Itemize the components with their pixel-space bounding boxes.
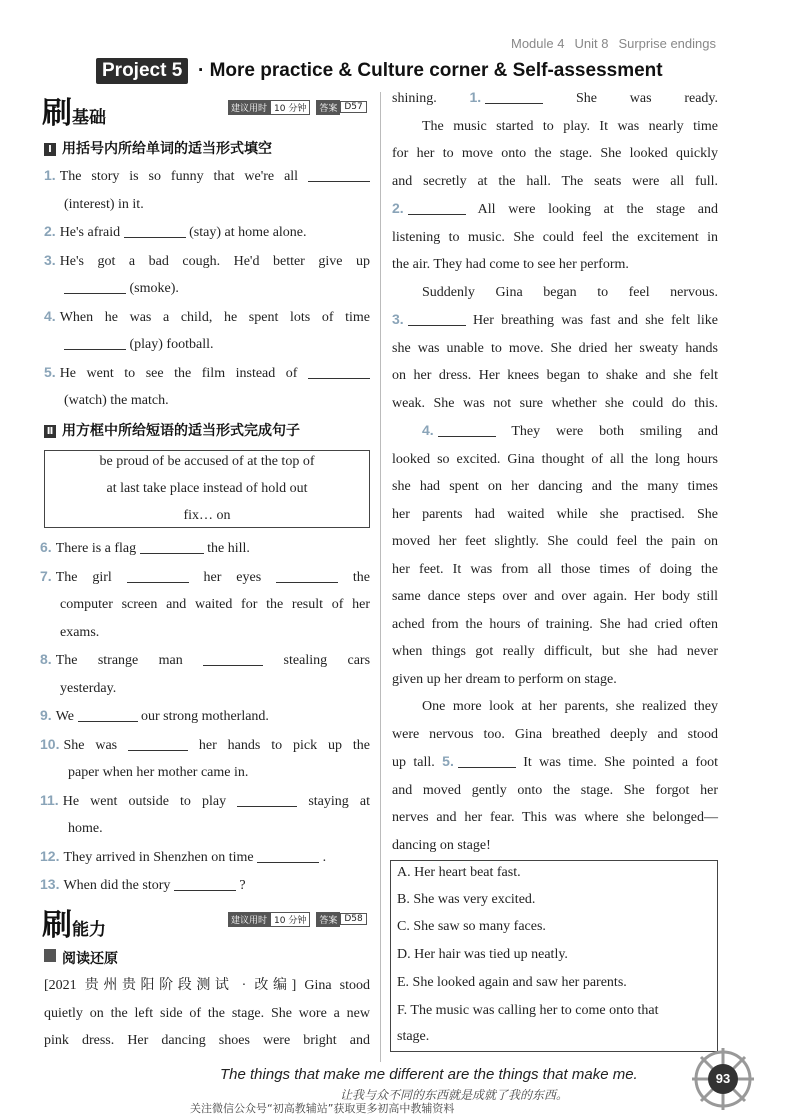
right-passage bbox=[392, 84, 718, 859]
passage-text: and moved gently onto the stage. She forgot her bbox=[392, 782, 718, 798]
item-text: yesterday. bbox=[60, 680, 117, 696]
item-text: The girl bbox=[55, 569, 112, 585]
exercise-line bbox=[40, 619, 370, 647]
item-text: paper when her mother came in. bbox=[68, 765, 249, 780]
passage-line bbox=[392, 556, 718, 584]
passage-text: All were looking at the stage and bbox=[477, 202, 718, 217]
blank-number: 4. bbox=[422, 422, 434, 438]
exercise-line bbox=[40, 675, 370, 703]
answer-chip: 答案 bbox=[316, 100, 340, 115]
item-text: We bbox=[55, 709, 74, 724]
answer-blank bbox=[174, 876, 236, 891]
ability-label: 能力 bbox=[72, 920, 106, 940]
passage-text: she had spent on her dancing and the many times bbox=[392, 479, 718, 494]
answer-blank bbox=[64, 279, 126, 294]
passage-line bbox=[392, 583, 718, 611]
passage-text: given up her dream to perform on stage. bbox=[392, 671, 617, 687]
item-text: There is a flag bbox=[55, 541, 137, 556]
exercise-line bbox=[40, 563, 370, 592]
item-text: the bbox=[352, 569, 370, 585]
passage-text: Suddenly Gina began to feel nervous. bbox=[422, 284, 718, 300]
shua-mark: 刷 bbox=[42, 908, 72, 943]
answer-blank bbox=[203, 651, 263, 666]
passage-text: They were both smiling and bbox=[511, 424, 719, 439]
exercise-title: 用括号内所给单词的适当形式填空 bbox=[62, 141, 272, 157]
running-header bbox=[501, 36, 716, 51]
passage-line bbox=[392, 251, 718, 279]
item-number: 5. bbox=[44, 363, 56, 380]
passage-line bbox=[392, 501, 718, 529]
answer-blank bbox=[438, 422, 496, 437]
shua-mark: 刷 bbox=[42, 96, 72, 131]
exercise-line bbox=[40, 759, 370, 787]
passage-text: looked so excited. Gina thought of all the long hours bbox=[392, 451, 718, 467]
passage-line bbox=[392, 306, 718, 335]
phrase-line: fix… on bbox=[183, 508, 231, 523]
answer-blank bbox=[237, 792, 297, 807]
passage-text: Her breathing was fast and she felt like bbox=[472, 313, 718, 328]
passage-text: dancing on stage! bbox=[392, 837, 491, 853]
passage-text: her feet. It was from all those times of doing the bbox=[392, 561, 718, 577]
item-number: 12. bbox=[40, 847, 60, 864]
exercise-line bbox=[40, 702, 370, 731]
item-number: 4. bbox=[44, 307, 56, 324]
footer-quote-cn: 让我与众不同的东西就是成就了我的东西。 bbox=[340, 1088, 569, 1102]
option-d: D. Her hair was tied up neatly. bbox=[397, 947, 568, 962]
exercise-line bbox=[44, 191, 370, 219]
ability-section-header bbox=[42, 900, 106, 943]
column-divider bbox=[380, 92, 381, 1062]
passage-line bbox=[392, 611, 718, 639]
item-text: our strong motherland. bbox=[141, 709, 269, 724]
answer-blank bbox=[308, 364, 370, 379]
passage-line: quietly on the left side of the stage. She wore a new bbox=[44, 1005, 370, 1021]
answer-blank bbox=[458, 753, 516, 768]
option-f-cont: stage. bbox=[397, 1029, 430, 1044]
options-box bbox=[390, 860, 718, 1052]
exercise-number: Ⅱ bbox=[44, 425, 56, 438]
exercise-line bbox=[40, 591, 370, 619]
item-text: (stay) at home alone. bbox=[189, 225, 307, 240]
passage-text: One more look at her parents, she realized they bbox=[422, 699, 718, 714]
reading-title: 阅读还原 bbox=[62, 951, 118, 967]
phrase-line: at last take place instead of hold out bbox=[106, 481, 308, 496]
page-number: 93 bbox=[708, 1064, 738, 1094]
passage-line bbox=[392, 721, 718, 749]
passage-text: nerves and her fear. This was where she belonged— bbox=[392, 810, 718, 825]
item-text: exams. bbox=[60, 624, 100, 640]
item-text: He went to see the film instead of bbox=[59, 365, 298, 381]
item-text: ? bbox=[239, 878, 246, 893]
blank-number: 3. bbox=[392, 311, 404, 327]
item-number: 2. bbox=[44, 223, 56, 239]
item-text: (smoke). bbox=[129, 281, 179, 296]
item-text: She was bbox=[63, 737, 118, 753]
answer-blank bbox=[124, 223, 186, 238]
item-text: (watch) the match. bbox=[64, 393, 169, 408]
item-number: 6. bbox=[40, 539, 52, 555]
exercise-1-heading bbox=[44, 138, 272, 158]
option-a: A. Her heart beat fast. bbox=[397, 865, 521, 880]
passage-line bbox=[392, 168, 718, 196]
exercise-line bbox=[40, 787, 370, 816]
item-number: 10. bbox=[40, 735, 60, 752]
option-c: C. She saw so many faces. bbox=[397, 919, 546, 934]
answer-blank bbox=[78, 707, 138, 722]
passage-text: and secretly at the hall. The seats were all full. bbox=[392, 173, 718, 189]
answer-chip: 答案 bbox=[316, 912, 340, 927]
exercise-line bbox=[44, 247, 370, 276]
basic-meta bbox=[228, 98, 373, 116]
option-e: E. She looked again and saw her parents. bbox=[397, 975, 627, 990]
item-number: 3. bbox=[44, 251, 56, 268]
passage-line: [2021 贵州贵阳阶段测试 · 改编] Gina stood bbox=[44, 978, 370, 993]
exercise-line bbox=[44, 275, 370, 303]
answer-value: D58 bbox=[340, 913, 366, 925]
exercise-line bbox=[40, 815, 370, 843]
item-text: He went outside to play bbox=[62, 793, 227, 809]
item-text: (interest) in it. bbox=[64, 196, 144, 212]
answer-blank bbox=[408, 200, 466, 215]
exercise-line bbox=[40, 871, 370, 900]
passage-line bbox=[392, 528, 718, 556]
answer-blank bbox=[64, 335, 126, 350]
item-text: her hands to pick up the bbox=[198, 737, 370, 753]
passage-text: she was unable to move. She dried her sweaty hands bbox=[392, 340, 718, 356]
passage-text: It was time. She pointed a foot bbox=[523, 755, 719, 770]
answer-blank bbox=[485, 89, 543, 104]
exercise-line bbox=[40, 731, 370, 760]
passage-text: when things got really difficult, but she had never bbox=[392, 644, 718, 659]
exercise-line bbox=[40, 646, 370, 675]
passage-text: her parents had waited while she practised. She bbox=[392, 506, 718, 522]
passage-line bbox=[392, 638, 718, 666]
passage-text: for her to move onto the stage. She looked quickly bbox=[392, 146, 718, 161]
ability-meta bbox=[228, 910, 373, 928]
exercise-line bbox=[44, 162, 370, 191]
basic-section-header bbox=[42, 88, 106, 131]
passage-text: ached from the hours of training. She had cried often bbox=[392, 616, 718, 632]
option-b: B. She was very excited. bbox=[397, 892, 536, 907]
passage-line bbox=[392, 195, 718, 224]
item-number: 7. bbox=[40, 567, 52, 584]
passage-line bbox=[392, 748, 718, 777]
passage-text: shining. bbox=[392, 91, 470, 106]
passage-text: same dance steps over and over again. Her body still bbox=[392, 589, 718, 604]
answer-blank bbox=[128, 736, 188, 751]
answer-blank bbox=[408, 311, 466, 326]
item-text: The story is so funny that we're all bbox=[59, 169, 299, 184]
passage-text: She was ready. bbox=[575, 91, 718, 106]
passage-text: moved her feet slightly. She could feel the pain on bbox=[392, 534, 718, 549]
passage-line bbox=[392, 140, 718, 168]
answer-blank bbox=[276, 568, 338, 583]
item-text: stealing cars bbox=[283, 653, 371, 668]
time-value: 10 分钟 bbox=[270, 912, 310, 927]
item-text: her eyes bbox=[203, 569, 262, 585]
passage-line bbox=[392, 279, 718, 307]
exercise-title: 用方框中所给短语的适当形式完成句子 bbox=[62, 423, 300, 439]
passage-line bbox=[392, 777, 718, 805]
time-chip: 建议用时 bbox=[228, 100, 270, 115]
item-text: They arrived in Shenzhen on time bbox=[63, 849, 254, 865]
passage-line bbox=[392, 113, 718, 141]
time-chip: 建议用时 bbox=[228, 912, 270, 927]
exercise-line bbox=[40, 534, 370, 563]
item-text: computer screen and waited for the result of her bbox=[60, 597, 370, 612]
passage-line bbox=[392, 84, 718, 113]
topic-label: Surprise endings bbox=[618, 36, 716, 51]
passage-line bbox=[392, 390, 718, 418]
phrase-box bbox=[44, 450, 370, 528]
answer-blank bbox=[140, 539, 204, 554]
passage-text: The music started to play. It was nearly time bbox=[422, 118, 718, 134]
time-value: 10 分钟 bbox=[270, 100, 310, 115]
exercise-2-heading bbox=[44, 420, 300, 440]
item-number: 11. bbox=[40, 791, 59, 808]
item-text: (play) football. bbox=[129, 337, 214, 352]
item-text: the hill. bbox=[207, 541, 250, 556]
passage-line bbox=[392, 693, 718, 721]
exercise-line bbox=[44, 303, 370, 332]
module-label: Module 4 bbox=[510, 36, 565, 51]
exercise-line bbox=[44, 218, 370, 247]
item-number: 9. bbox=[40, 707, 52, 723]
passage-line bbox=[392, 362, 718, 390]
left-passage bbox=[44, 972, 370, 1055]
item-text: He's got a bad cough. He'd better give up bbox=[59, 253, 370, 269]
passage-text: listening to music. She could feel the excitement in bbox=[392, 229, 718, 245]
exercise-2-list bbox=[40, 534, 370, 900]
option-f: F. The music was calling her to come onto that bbox=[397, 1003, 659, 1018]
basic-label: 基础 bbox=[72, 108, 106, 128]
passage-line bbox=[392, 446, 718, 474]
exercise-1-list bbox=[44, 162, 370, 415]
exercise-line bbox=[44, 359, 370, 388]
reading-marker bbox=[44, 949, 56, 962]
passage-line bbox=[392, 473, 718, 501]
item-number: 1. bbox=[44, 167, 56, 183]
passage-text: up tall. bbox=[392, 755, 443, 770]
answer-blank bbox=[308, 167, 370, 182]
blank-number: 1. bbox=[469, 89, 482, 105]
passage-text: were nervous too. Gina breathed deeply and stood bbox=[392, 726, 718, 742]
unit-label: Unit 8 bbox=[574, 36, 609, 51]
passage-line bbox=[392, 666, 718, 694]
exercise-line bbox=[44, 387, 370, 415]
item-text: He's afraid bbox=[59, 225, 121, 240]
answer-value: D57 bbox=[340, 101, 366, 113]
footer-ad: 关注微信公众号“初高教辅站”获取更多初高中教辅资料 bbox=[190, 1102, 455, 1115]
item-text: . bbox=[322, 849, 327, 865]
project-title: · More practice & Culture corner & Self-assessment bbox=[198, 60, 663, 81]
passage-line: pink dress. Her dancing shoes were bright and bbox=[44, 1033, 370, 1048]
footer-quote-en: The things that make me different are the things that make me. bbox=[220, 1066, 638, 1083]
item-number: 13. bbox=[40, 876, 60, 892]
answer-blank bbox=[127, 568, 189, 583]
blank-number: 2. bbox=[392, 200, 404, 216]
exercise-number: Ⅰ bbox=[44, 143, 56, 156]
item-text: When he was a child, he spent lots of time bbox=[59, 309, 370, 325]
item-text: staying at bbox=[308, 793, 370, 809]
passage-text: on her dress. Her knees began to shake and she felt bbox=[392, 368, 718, 383]
item-text: home. bbox=[68, 821, 103, 836]
project-badge: Project 5 bbox=[96, 58, 188, 84]
passage-line bbox=[392, 224, 718, 252]
item-text: The strange man bbox=[55, 653, 183, 668]
answer-blank bbox=[257, 848, 319, 863]
passage-line bbox=[392, 335, 718, 363]
exercise-line bbox=[40, 843, 370, 872]
exercise-line bbox=[44, 331, 370, 359]
passage-line bbox=[392, 832, 718, 860]
phrase-line: be proud of be accused of at the top of bbox=[99, 454, 315, 469]
blank-number: 5. bbox=[442, 753, 454, 769]
reading-heading bbox=[44, 948, 118, 968]
passage-line bbox=[392, 804, 718, 832]
passage-text: weak. She was not sure whether she could do this. bbox=[392, 395, 718, 411]
item-text: When did the story bbox=[63, 878, 171, 893]
passage-text: the air. They had come to see her perform. bbox=[392, 257, 629, 272]
passage-line bbox=[392, 417, 718, 446]
item-number: 8. bbox=[40, 651, 52, 667]
